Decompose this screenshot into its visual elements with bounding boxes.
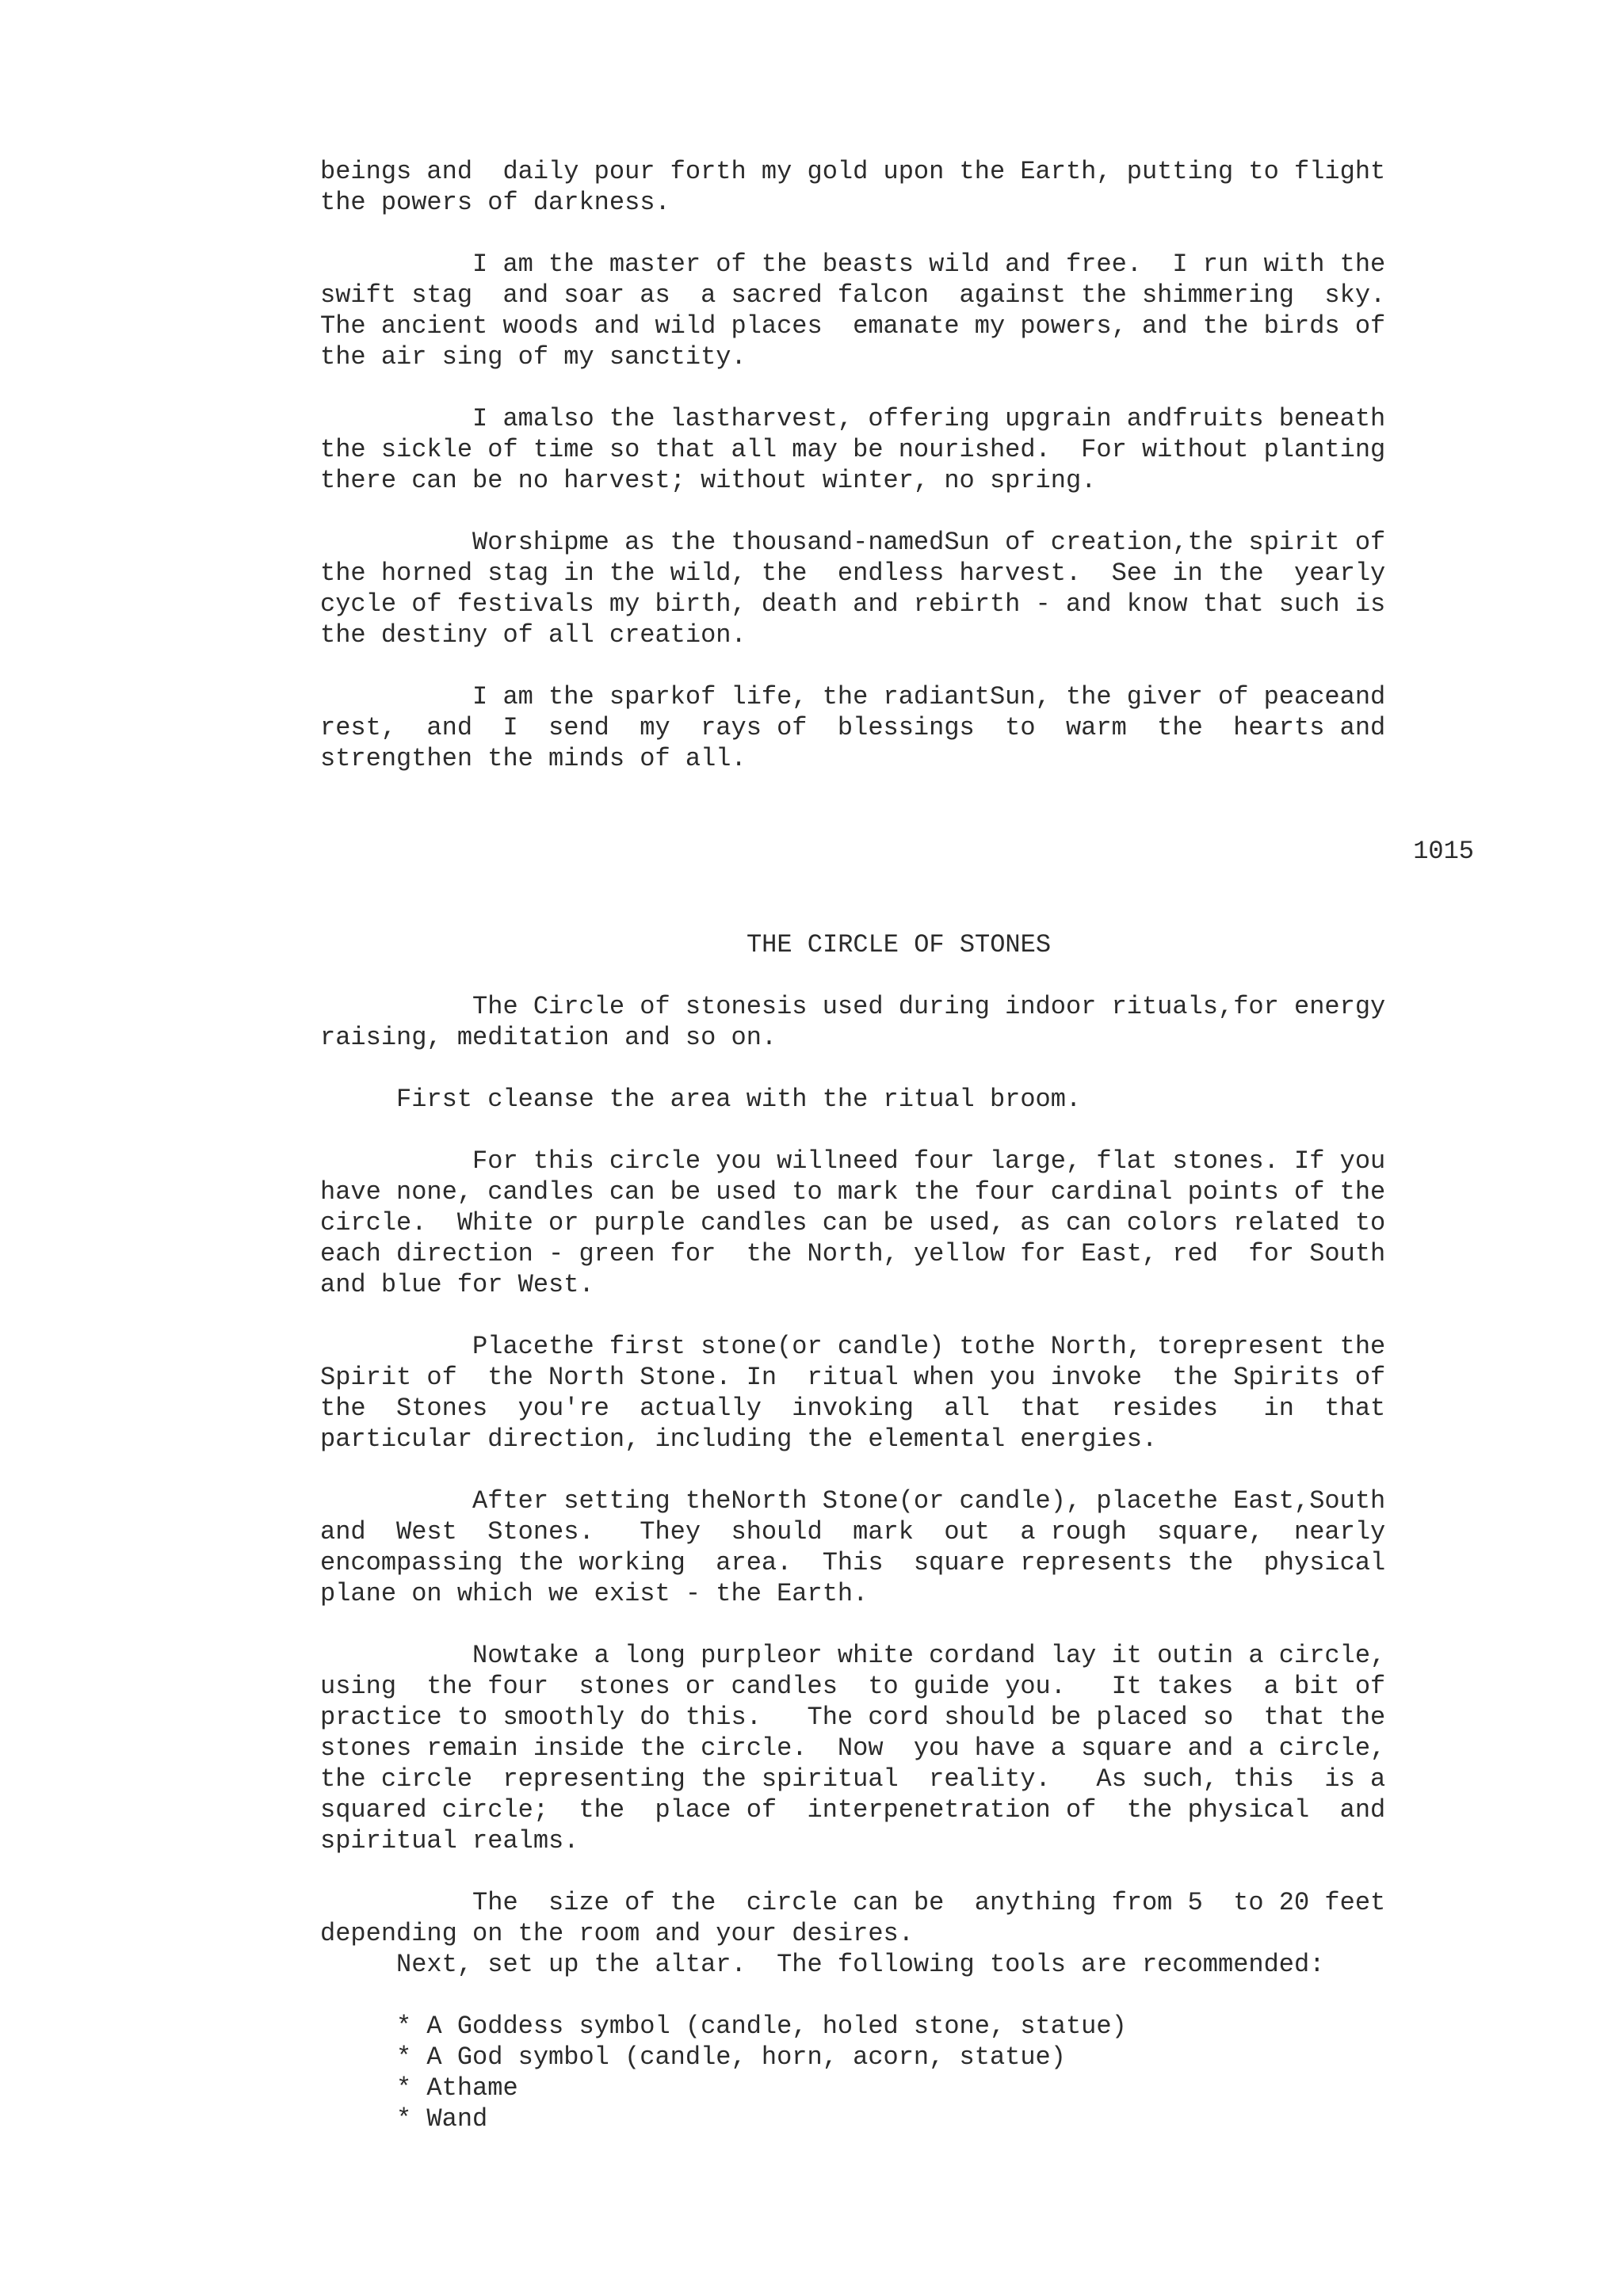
paragraph-master-of-beasts: I am the master of the beasts wild and free. I run with the swift stag and soar as a sacred falcon against the shimmering sky. The ancient woods and wild places emanate my powers, and the birds of the air sing of my sanctity. [320, 250, 1386, 372]
page-number: 1015 [1413, 837, 1474, 866]
paragraph-east-south-west: After setting theNorth Stone(or candle), placethe East,South and West Stones. They should mark out a rough square, nearly encompassing the working area. This square represents the physical plane on which we exist - the Earth. [320, 1486, 1386, 1608]
paragraph-last-harvest: I amalso the lastharvest, offering upgrain andfruits beneath the sickle of time so that all may be nourished. For without planting there can be no harvest; without winter, no spring. [320, 404, 1386, 495]
paragraph-circle-intro: The Circle of stonesis used during indoor rituals,for energy raising, meditation and so on. [320, 992, 1386, 1052]
altar-tools-list: * A Goddess symbol (candle, holed stone, statue) * A God symbol (candle, horn, acorn, statue) * Athame * Wand [396, 2012, 1127, 2134]
paragraph-north-stone: Placethe first stone(or candle) tothe North, torepresent the Spirit of the North Stone. In ritual when you invoke the Spirits of the Stones you're actually invoking all that resides in that particular direction, including the elemental energies. [320, 1332, 1386, 1454]
paragraph-circle-size: The size of the circle can be anything from 5 to 20 feet depending on the room and your desires. Next, set up the altar. The following tools are recommended: [320, 1888, 1386, 1979]
paragraph-worship-me: Worshipme as the thousand-namedSun of creation,the spirit of the horned stag in the wild, the endless harvest. See in the yearly cycle of festivals my birth, death and rebirth - and know that such is the destiny of all creation. [320, 528, 1386, 650]
paragraph-purple-cord: Nowtake a long purpleor white cordand lay it outin a circle, using the four stones or candles to guide you. It takes a bit of practice to smoothly do this. The cord should be placed so that the stones remain inside the circle. Now you have a square and a circle, the circle representing the spiritual reality. As such, this is a squared circle; the place of interpenetration of the physical and spiritual realms. [320, 1641, 1386, 1855]
paragraph-four-stones: For this circle you willneed four large, flat stones. If you have none, candles can be used to mark the four cardinal points of the circle. White or purple candles can be used, as can colors related to each direction - green for the North, yellow for East, red for South and blue for West. [320, 1146, 1386, 1299]
paragraph-sun-gold: beings and daily pour forth my gold upon the Earth, putting to flight the powers of darkness. [320, 157, 1386, 217]
paragraph-cleanse-area: First cleanse the area with the ritual broom. [320, 1085, 1082, 1114]
section-title: THE CIRCLE OF STONES [746, 930, 1052, 959]
paragraph-spark-of-life: I am the sparkof life, the radiantSun, the giver of peaceand rest, and I send my rays of blessings to warm the hearts and strengthen the minds of all. [320, 682, 1386, 773]
